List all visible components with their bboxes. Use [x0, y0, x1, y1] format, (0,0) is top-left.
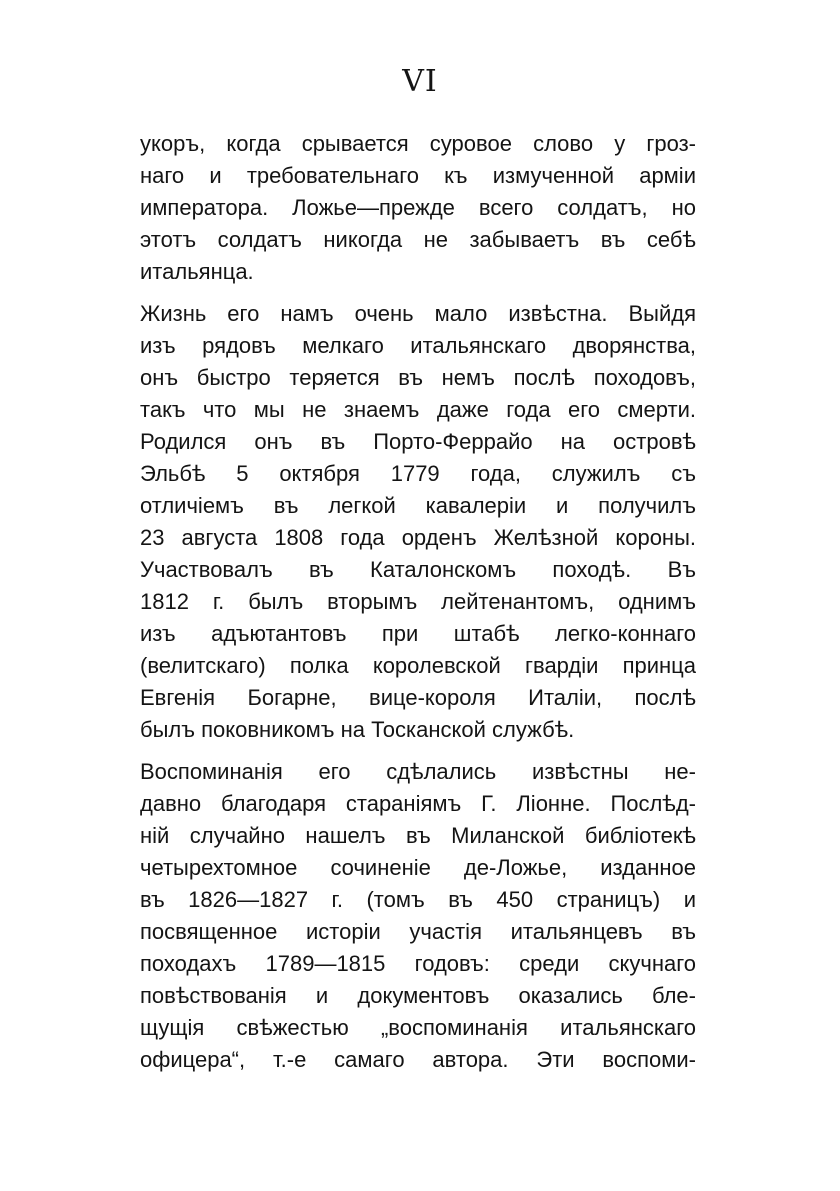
text-line: наго и требовательнаго къ измученной арміи [140, 163, 696, 188]
text-line: Евгенія Богарне, вице-короля Италіи, послѣ [140, 685, 696, 710]
text-line: щущія свѣжестью „воспоминанія итальянскаго [140, 1015, 696, 1040]
text-line: давно благодаря стараніямъ Г. Ліонне. Послѣд- [140, 791, 696, 816]
text-line: Эльбѣ 5 октября 1779 года, служилъ съ [140, 461, 696, 486]
text-line: итальянца. [140, 259, 254, 284]
body-text [140, 128, 696, 1086]
text-line: ній случайно нашелъ въ Миланской библіотекѣ [140, 823, 696, 848]
text-line: офицера“, т.-е самаго автора. Эти воспоми- [140, 1047, 696, 1072]
text-line: Воспоминанія его сдѣлались извѣстны не- [140, 759, 696, 784]
page-number: VI [402, 64, 438, 99]
text-line: изъ рядовъ мелкаго итальянскаго дворянства, [140, 333, 696, 358]
text-line: былъ поковникомъ на Тосканской службѣ. [140, 717, 575, 742]
text-line: отличіемъ въ легкой кавалеріи и получилъ [140, 493, 696, 518]
text-line: этотъ солдатъ никогда не забываетъ въ себѣ [140, 227, 696, 252]
text-line: четырехтомное сочиненіе де-Ложье, изданное [140, 855, 696, 880]
text-line: посвященное исторіи участія итальянцевъ въ [140, 919, 696, 944]
text-line: (велитскаго) полка королевской гвардіи принца [140, 653, 696, 678]
text-line: онъ быстро теряется въ немъ послѣ походовъ, [140, 365, 696, 390]
text-line: 23 августа 1808 года орденъ Желѣзной короны. [140, 525, 696, 550]
paragraph [140, 128, 696, 288]
text-line: Участвовалъ въ Каталонскомъ походѣ. Въ [140, 557, 696, 582]
text-line: такъ что мы не знаемъ даже года его смерти. [140, 397, 696, 422]
text-line: Родился онъ въ Порто-Феррайо на островѣ [140, 429, 696, 454]
text-line: изъ адъютантовъ при штабѣ легко-коннаго [140, 621, 696, 646]
paragraph [140, 756, 696, 1076]
text-line: повѣствованія и документовъ оказались бле- [140, 983, 696, 1008]
text-line: 1812 г. былъ вторымъ лейтенантомъ, однимъ [140, 589, 696, 614]
text-line: въ 1826—1827 г. (томъ въ 450 страницъ) и [140, 887, 696, 912]
text-line: походахъ 1789—1815 годовъ: среди скучнаго [140, 951, 696, 976]
paragraph [140, 298, 696, 746]
text-line: укоръ, когда срывается суровое слово у гроз- [140, 131, 696, 156]
text-line: Жизнь его намъ очень мало извѣстна. Выйдя [140, 301, 696, 326]
text-line: императора. Ложье—прежде всего солдатъ, но [140, 195, 696, 220]
